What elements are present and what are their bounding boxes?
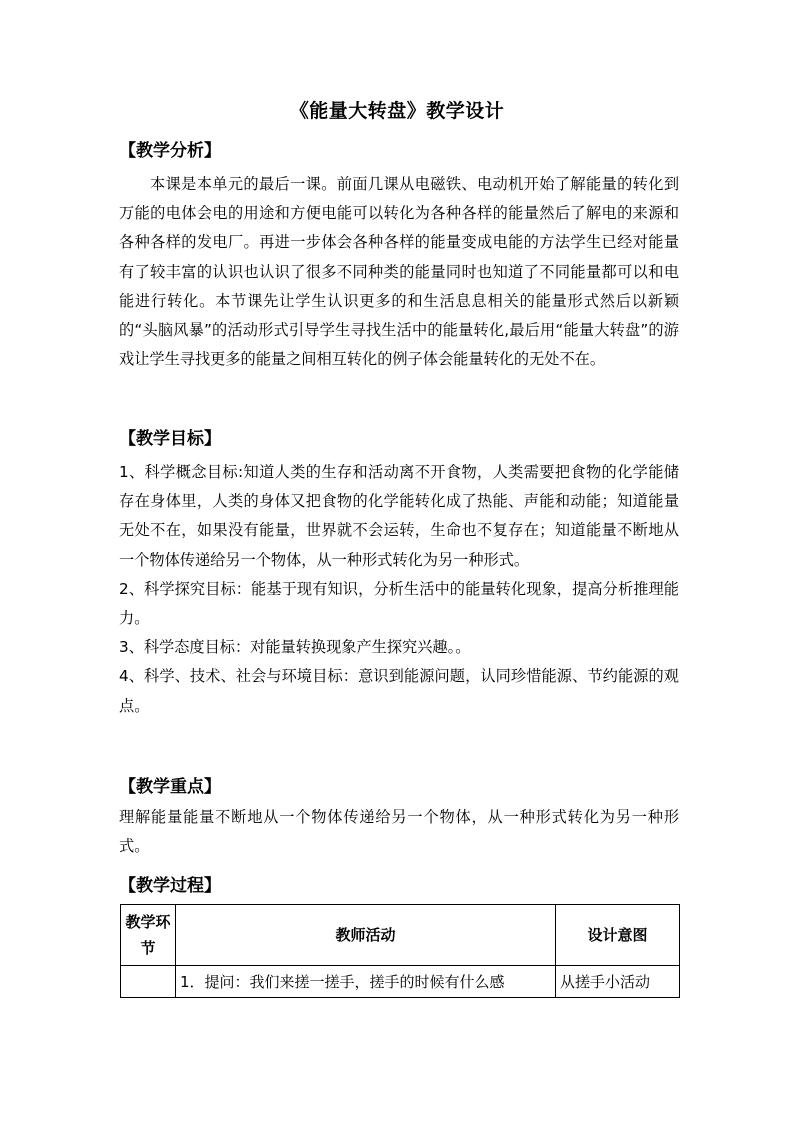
document-title: 《能量大转盘》教学设计 [289, 100, 505, 122]
cell-stage [121, 966, 176, 998]
cell-teacher-activity: 1．提问：我们来搓一搓手，搓手的时候有什么感 [176, 966, 556, 998]
header-teacher-activity: 教师活动 [176, 905, 556, 966]
section-heading-goals: 【教学目标】 [119, 429, 221, 449]
goal-item-1: 1、科学概念目标:知道人类的生存和活动离不开食物，人类需要把食物的化学能储存在身体里，人类的身体又把食物的化学能转化成了热能、声能和动能；知道能量无处不在，如果没有能量，世界就不会运转，生命也不复存在；知道能量不断地从一个物体传递给另一个物体，从一种形式转化为另一种形式。 [119, 463, 679, 569]
goal-item-4: 4、科学、技术、社会与环境目标：意识到能源问题，认同珍惜能源、节约能源的观点。 [119, 667, 679, 715]
table-row [121, 966, 680, 998]
table-header-row [121, 905, 680, 966]
goals-list [119, 458, 679, 721]
header-stage: 教学环节 [121, 905, 176, 966]
goal-item-3: 3、科学态度目标：对能量转换现象产生探究兴趣。。 [119, 638, 471, 657]
cell-design-intent: 从搓手小活动 [556, 966, 680, 998]
section-heading-analysis: 【教学分析】 [119, 141, 221, 161]
analysis-paragraph: 本课是本单元的最后一课。前面几课从电磁铁、电动机开始了解能量的转化到万能的电体会电的用途和方便电能可以转化为各种各样的能量然后了解电的来源和各种各样的发电厂。再进一步体会各种各样的能量变成电能的方法学生已经对能量有了较丰富的认识也认识了很多不同种类的能量同时也知道了不同能量都可以和电能进行转化。本节课先让学生认识更多的和生活息息相关的能量形式然后以新颖的“头脑风暴”的活动形式引导学生寻找生活中的能量转化,最后用“能量大转盘”的游戏让学生寻找更多的能量之间相互转化的例子体会能量转化的无处不在。 [119, 175, 679, 369]
header-design-intent: 设计意图 [556, 905, 680, 966]
section-heading-process: 【教学过程】 [119, 876, 221, 896]
key-points-paragraph: 理解能量能量不断地从一个物体传递给另一个物体，从一种形式转化为另一种形式。 [119, 808, 679, 856]
goal-item-2: 2、科学探究目标：能基于现有知识，分析生活中的能量转化现象，提高分析推理能力。 [119, 579, 679, 628]
section-heading-key-points: 【教学重点】 [119, 777, 221, 797]
process-table [120, 904, 680, 998]
